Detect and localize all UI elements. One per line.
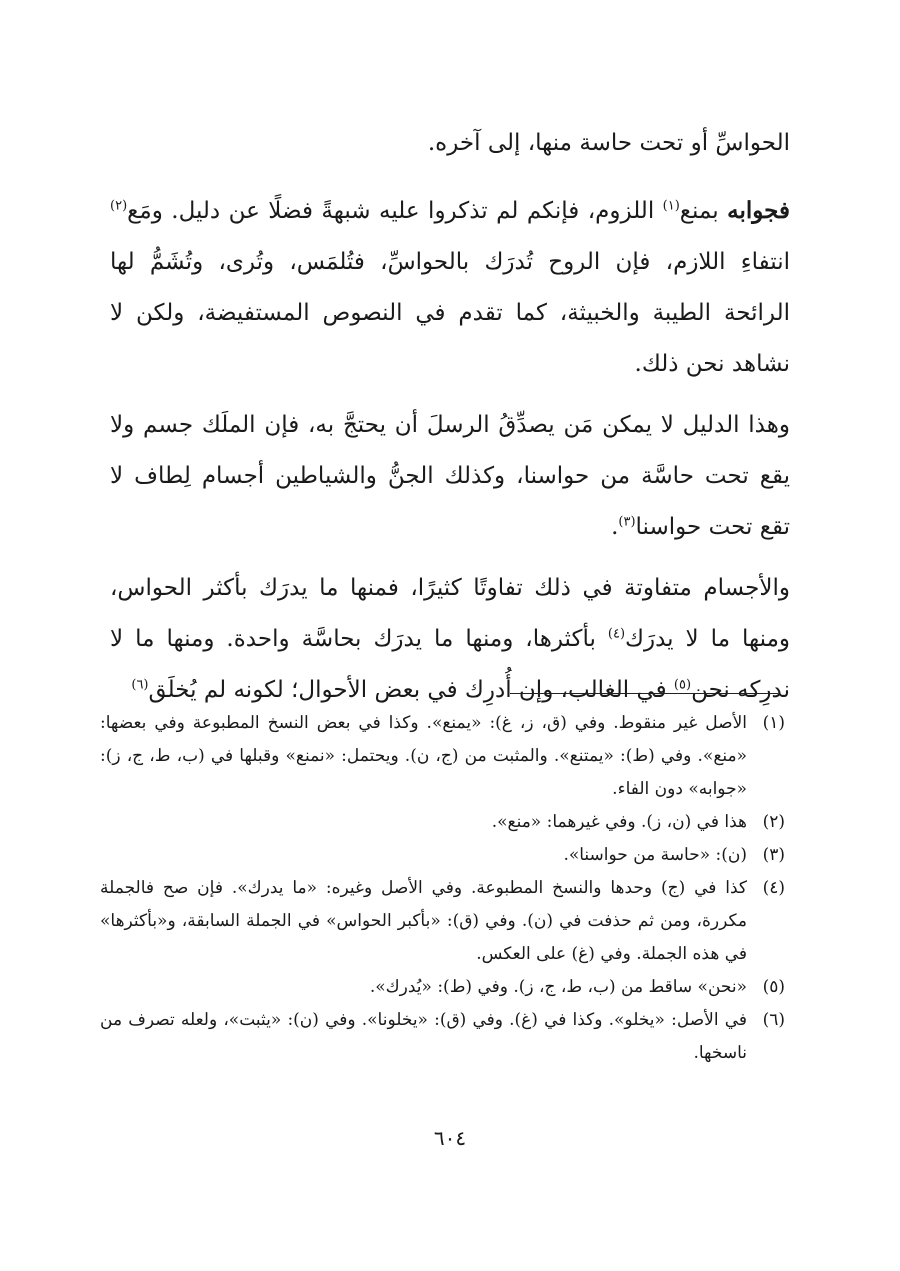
paragraph-2-lead: فجوابه [727,197,790,224]
footnote-ref-5[interactable]: (٥) [673,677,692,693]
footnote-text: «نحن» ساقط من (ب، ط، ج، ز). وفي (ط): «يُدرك». [369,977,747,997]
footnote-text: هذا في (ن، ز). وفي غيرهما: «منع». [491,812,747,832]
paragraph-3 [110,400,790,553]
footnote-divider [510,693,778,694]
footnote-5 [100,971,785,1004]
footnote-ref-3[interactable]: (٣) [618,514,636,530]
footnote-number: (١) [762,713,785,733]
footnote-4 [100,872,785,971]
footnote-text: الأصل غير منقوط. وفي (ق، ز، غ): «يمنع». وكذا في بعض النسخ المطبوعة وفي بعضها: «منع». وفي (ط): «يمتنع». والمثبت من (ج، ن). ويحتمل: «نمنع» وقبلها في (ب، ط، ج، ز): «جوابه» دون الفاء. [100,713,747,799]
page-number: ٦٠٤ [433,1126,467,1150]
paragraph-2-text-b: اللزوم، فإنكم لم تذكروا عليه شبهةً فضلًا عن دليل. ومَع [127,198,663,224]
footnotes [100,707,785,1070]
footnote-text: كذا في (ج) وحدها والنسخ المطبوعة. وفي الأصل وغيره: «ما يدرك». فإن صح فالجملة مكررة، ومن ثم حذفت في (ن). وفي (ق): «بأكبر الحواس» في الجملة السابقة، و«بأكثرها» في هذه الجملة. وفي (غ) على العكس. [100,878,747,964]
footnote-number: (٥) [762,977,785,997]
paragraph-1 [110,118,790,169]
footnote-text: (ن): «حاسة من حواسنا». [563,845,747,865]
footnote-number: (٤) [762,878,785,898]
footnote-number: (٣) [762,845,785,865]
footnote-ref-4[interactable]: (٤) [607,626,626,642]
footnote-1 [100,707,785,806]
footnote-3 [100,839,785,872]
footnote-ref-2[interactable]: (٢) [110,198,128,214]
main-text [110,118,790,726]
paragraph-2-text-a: بمنع [679,198,728,224]
footnote-6 [100,1004,785,1070]
paragraph-4-text-a: والأجسام متفاوتة في ذلك تفاوتًا كثيرًا، فمنها ما يدرَك بأكثر الحواس، ومنها ما لا يدرَك [110,575,790,652]
paragraph-3-text-b: . [611,514,619,540]
paragraph-1-text: الحواسِّ أو تحت حاسة منها، إلى آخره. [427,130,790,156]
footnote-ref-1[interactable]: (١) [662,198,680,214]
paragraph-4-text-c: في الغالب، وإن أُدرِك في بعض الأحوال؛ لكونه لم يُخلَق [148,677,674,703]
footnote-number: (٦) [762,1010,785,1030]
paragraph-4-text-b: بأكثرها، ومنها ما يدرَك بحاسَّة واحدة. ومنها ما لا ندرِكه نحن [110,626,790,703]
footnote-2 [100,806,785,839]
footnote-ref-6[interactable]: (٦) [131,677,149,693]
paragraph-2-text-c: انتفاءِ اللازم، فإن الروح تُدرَك بالحواسِّ، فتُلمَس، وتُرى، وتُشَمُّ لها الرائحة الطيبة والخبيثة، كما تقدم في النصوص المستفيضة، ولكن لا نشاهد نحن ذلك. [110,249,790,377]
paragraph-3-text-a: وهذا الدليل لا يمكن مَن يصدِّقُ الرسلَ أن يحتجَّ به، فإن الملَك جسم ولا يقع تحت حاسَّة من حواسنا، وكذلك الجنُّ والشياطين أجسام لِطاف لا تقع تحت حواسنا [110,412,790,540]
footnote-number: (٢) [762,812,785,832]
footnote-text: في الأصل: «يخلو». وكذا في (غ). وفي (ق): «يخلونا». وفي (ن): «يثبت»، ولعله تصرف من ناسخها. [100,1010,747,1063]
paragraph-2 [110,185,790,390]
